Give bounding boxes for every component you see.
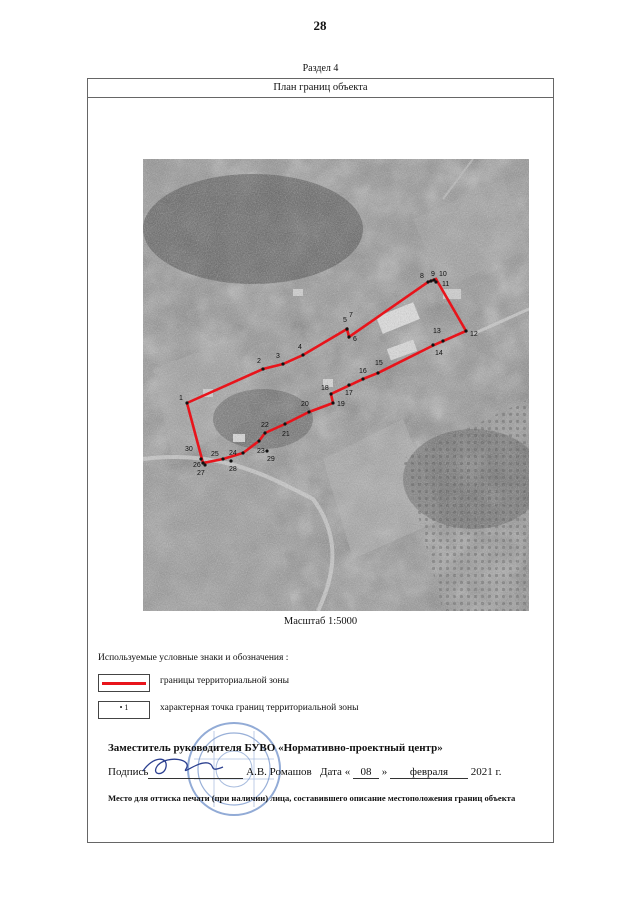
legend-line-label: границы территориальной зоны <box>160 676 290 686</box>
boundary-point-label-9: 9 <box>431 271 435 278</box>
boundary-point-3 <box>281 362 284 365</box>
boundary-point-6 <box>347 335 350 338</box>
boundary-point-25 <box>221 457 224 460</box>
boundary-point-label-12: 12 <box>470 331 478 338</box>
legend-line-swatch <box>98 674 150 692</box>
legend-point-label: характерная точка границ территориальной зоны <box>160 703 359 713</box>
boundary-point-label-24: 24 <box>229 450 237 457</box>
boundary-point-11 <box>434 280 437 283</box>
boundary-point-9 <box>429 279 432 282</box>
boundary-point-28 <box>229 459 232 462</box>
boundary-point-22 <box>263 431 266 434</box>
signer-name: А.В. Ромашов <box>246 766 312 778</box>
position-title: Заместитель руководителя БУВО «Нормативно-проектный центр» <box>108 742 443 754</box>
boundary-point-label-18: 18 <box>321 385 329 392</box>
boundary-point-label-7: 7 <box>349 312 353 319</box>
boundary-point-label-25: 25 <box>211 451 219 458</box>
boundary-point-1 <box>185 401 188 404</box>
boundary-point-16 <box>361 377 364 380</box>
date-month: февраля <box>390 766 468 779</box>
boundary-point-label-20: 20 <box>301 401 309 408</box>
boundary-point-13 <box>441 339 444 342</box>
boundary-point-label-23: 23 <box>257 448 265 455</box>
boundary-point-label-15: 15 <box>375 360 383 367</box>
boundary-point-label-21: 21 <box>282 431 290 438</box>
boundary-point-label-13: 13 <box>433 328 441 335</box>
boundary-point-label-5: 5 <box>343 317 347 324</box>
boundary-point-label-6: 6 <box>353 336 357 343</box>
boundary-point-label-29: 29 <box>267 456 275 463</box>
boundary-point-12 <box>464 329 467 332</box>
legend-point-swatch <box>98 701 150 719</box>
map-image <box>143 159 529 611</box>
boundary-point-label-14: 14 <box>435 350 443 357</box>
boundary-point-15 <box>376 371 379 374</box>
boundary-point-4 <box>301 353 304 356</box>
boundary-point-label-27: 27 <box>197 470 205 477</box>
boundary-point-label-28: 28 <box>229 466 237 473</box>
legend-title: Используемые условные знаки и обозначения : <box>98 653 289 663</box>
boundary-point-18 <box>329 392 332 395</box>
boundary-point-label-3: 3 <box>276 353 280 360</box>
boundary-point-7 <box>345 327 348 330</box>
boundary-point-label-11: 11 <box>442 281 450 288</box>
date-year: 2021 г. <box>470 766 502 778</box>
signature-line <box>108 766 501 779</box>
boundary-point-label-17: 17 <box>345 390 353 397</box>
boundary-point-23 <box>257 439 260 442</box>
boundary-point-label-30: 30 <box>185 446 193 453</box>
boundary-point-label-16: 16 <box>359 368 367 375</box>
boundary-point-27 <box>203 463 206 466</box>
section-label: Раздел 4 <box>302 63 339 74</box>
boundary-point-24 <box>241 451 244 454</box>
boundary-point-20 <box>307 410 310 413</box>
boundary-point-label-19: 19 <box>337 401 345 408</box>
boundary-line-symbol <box>102 682 146 685</box>
boundary-point-29 <box>265 449 268 452</box>
boundary-point-2 <box>261 367 264 370</box>
boundary-point-label-1: 1 <box>179 395 183 402</box>
stamp-footnote: Место для оттиска печати (при наличии) лица, составившего описание местоположения границ объекта <box>108 793 516 803</box>
legend-point-symbol: • 1 <box>119 703 129 712</box>
boundary-point-30 <box>199 457 202 460</box>
plan-title: План границ объекта <box>88 79 553 98</box>
date-day: 08 <box>353 766 379 779</box>
boundary-point-21 <box>283 422 286 425</box>
boundary-point-19 <box>331 401 334 404</box>
boundary-point-17 <box>347 383 350 386</box>
date-label: Дата « <box>320 766 351 778</box>
boundary-point-label-8: 8 <box>420 273 424 280</box>
map-scale: Масштаб 1:5000 <box>283 616 358 627</box>
satellite-map <box>143 159 529 611</box>
page-number: 28 <box>313 18 327 33</box>
boundary-point-label-26: 26 <box>193 462 201 469</box>
boundary-point-label-2: 2 <box>257 358 261 365</box>
boundary-point-label-4: 4 <box>298 344 302 351</box>
sign-label: Подпись <box>108 766 149 778</box>
date-separator: » <box>381 766 388 778</box>
boundary-point-8 <box>426 280 429 283</box>
boundary-point-label-22: 22 <box>261 422 269 429</box>
boundary-point-14 <box>431 343 434 346</box>
document-frame <box>87 78 554 843</box>
boundary-point-label-10: 10 <box>439 271 447 278</box>
